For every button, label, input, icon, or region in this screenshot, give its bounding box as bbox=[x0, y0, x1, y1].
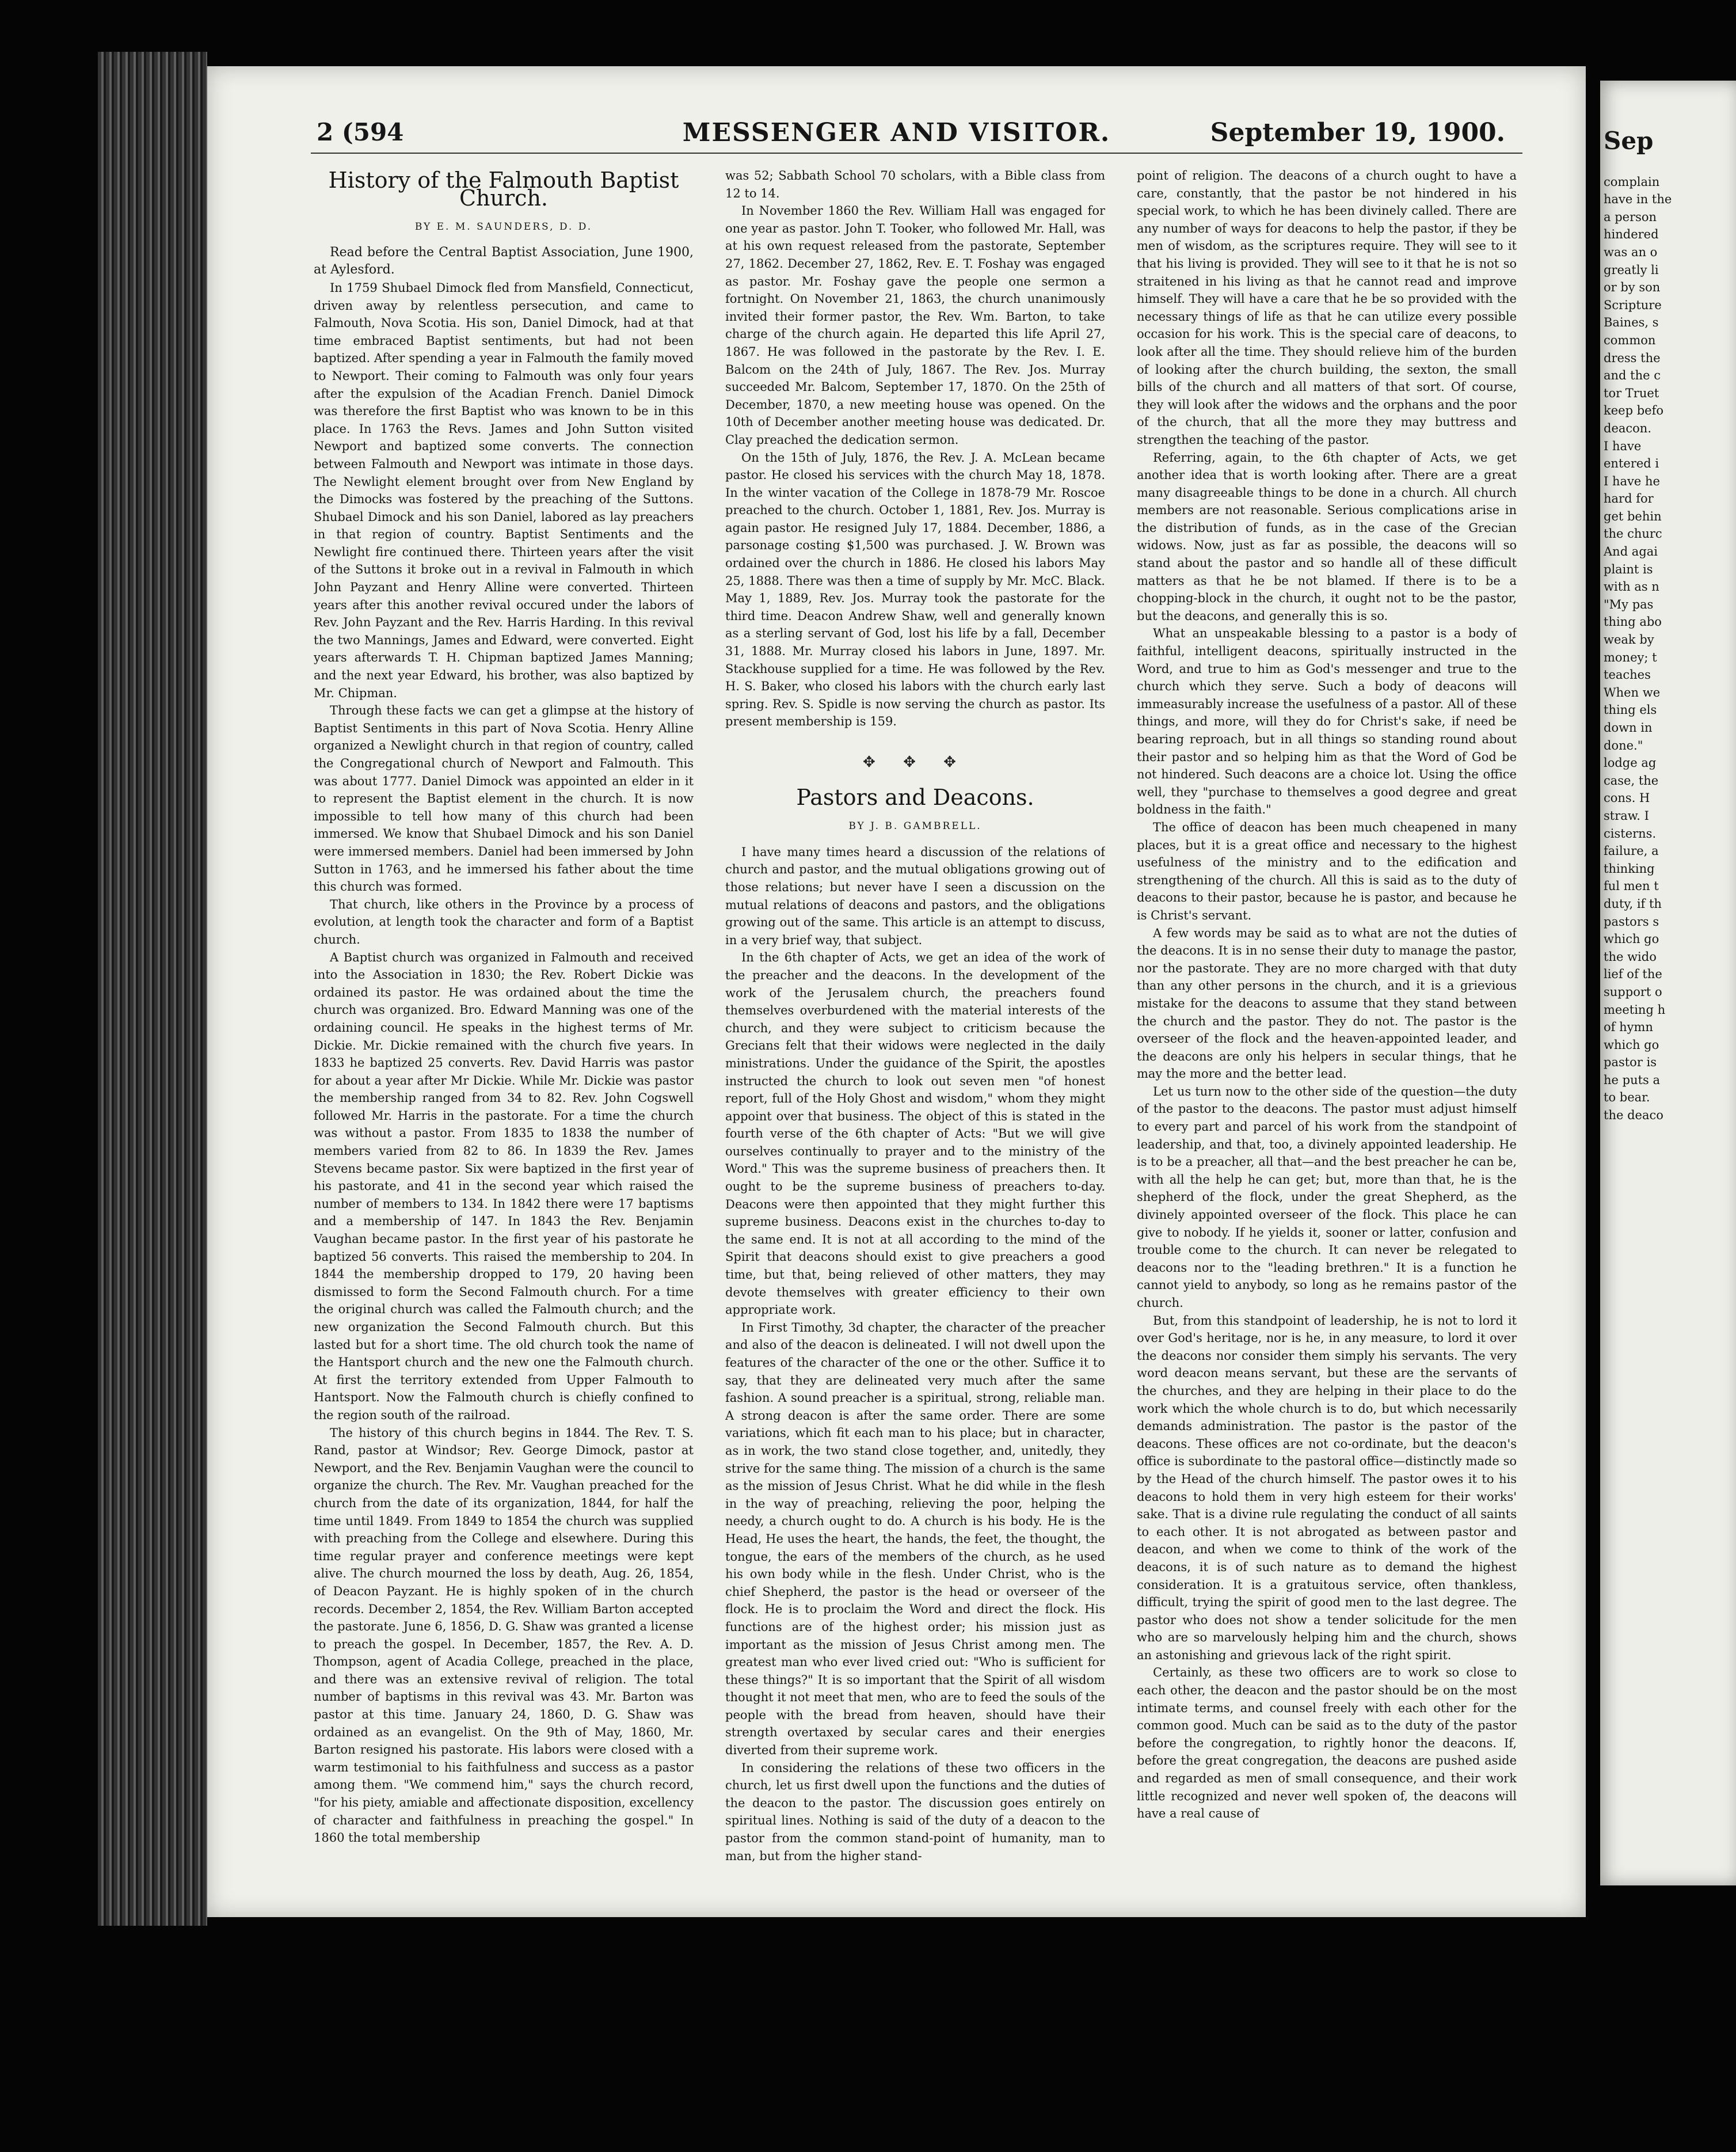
paragraph: In First Timothy, 3d chapter, the character of the preacher and also of the deacon is delineated. I will not dwell upon the features of the character of the one or the other. Suffice it to say, that they are delineated very much after the same fashion. A sound preacher is a spiritual, strong, reliable man. A strong deacon is after the same order. There are some variations, which fit each man to his place; but in character, as in work, the two stand close together, and, unitedly, they strive for the same thing. The mission of a church is the same as the mission of Jesus Christ. What he did while in the flesh in the way of preaching, relieving the poor, helping the needy, a church ought to do. A church is his body. He is the Head, He uses the heart, the hands, the feet, the thought, the tongue, the ears of the members of the church, as he used his own body while in the flesh. Under Christ, who is the chief Shepherd, the pastor is the head or overseer of the flock. He is to proclaim the Word and direct the flock. His functions are of the highest order; his mission just as important as the mission of Jesus Christ among men. The greatest man who ever lived cried out: "Who is sufficient for these things?" It is so important that the Spirit of all wisdom thought it not meet that men, who are to feed the souls of the people with the bread from heaven, should have their strength overtaxed by secular cares and their energies diverted from their supreme work. bbox=[725, 1320, 1105, 1758]
adjacent-line: case, the bbox=[1604, 773, 1659, 788]
adjacent-line: meeting h bbox=[1604, 1002, 1666, 1017]
adjacent-page bbox=[1600, 81, 1736, 1885]
column-1 bbox=[314, 167, 694, 1894]
adjacent-line: the wido bbox=[1604, 949, 1657, 964]
issue-date: September 19, 1900. bbox=[1210, 118, 1505, 147]
paragraph: Referring, again, to the 6th chapter of Acts, we get another idea that is worth looking after. There are a great many disagreeable things to be done in a church. All church members are not reasonable. Serious complications arise in the distribution of funds, as in the case of the Grecian widows. Now, just as far as possible, the deacons will so stand about the pastor and so handle all of these difficult matters as that he be not blamed. If there is to be a chopping-block in the church, it ought not to be the pastor, but the deacons, and generally this is so. bbox=[1137, 450, 1517, 623]
adjacent-line: "My pas bbox=[1604, 597, 1654, 611]
masthead: MESSENGER AND VISITOR. bbox=[682, 118, 1111, 147]
paragraph: I have many times heard a discussion of the relations of church and pastor, and the mutual obligations growing out of those relations; but never have I seen a discussion on the mutual relations of deacons and pastors, and the obligations growing out of the same. This article is an attempt to discuss, in a very brief way, that subject. bbox=[725, 845, 1105, 947]
adjacent-line: pastor is bbox=[1604, 1055, 1657, 1070]
adjacent-line: deacon. bbox=[1604, 421, 1651, 435]
paragraph: Certainly, as these two officers are to work so close to each other, the deacon and the pastor should be on the most intimate terms, and counsel freely with each other for the common good. Much can be said as to the duty of the pastor before the congregation, to rightly honor the deacons. If, before the great congregation, the deacons are pushed aside and regarded as men of small consequence, and their work little recognized and never well spoken of, the deacons will have a real cause of bbox=[1137, 1666, 1517, 1821]
adjacent-line: of hymn bbox=[1604, 1020, 1653, 1035]
adjacent-line: ful men t bbox=[1604, 879, 1659, 894]
adjacent-line: dress the bbox=[1604, 351, 1661, 365]
paragraph: On the 15th of July, 1876, the Rev. J. A. McLean became pastor. He closed his services with the church May 18, 1878. In the winter vacation of the College in 1878-79 Mr. Roscoe preached to the church. October 1, 1881, Rev. Jos. Murray is again pastor. He resigned July 17, 1884. December, 1886, a parsonage costing $1,500 was purchased. J. W. Brown was ordained over the church in 1886. He closed his labors May 25, 1888. There was then a time of supply by Mr. McC. Black. May 1, 1889, Rev. Jos. Murray took the pastorate for the third time. Deacon Andrew Shaw, well and generally known as a sterling servant of God, lost his life by a fall, December 31, 1888. Mr. Murray closed his labors in June, 1897. Mr. Stackhouse supplied for a time. He was followed by the Rev. H. S. Baker, who closed his labors with the church early last spring. Rev. S. Spidle is now serving the church as pastor. Its present membership is 159. bbox=[725, 450, 1105, 729]
adjacent-line: straw. I bbox=[1604, 808, 1649, 823]
adjacent-line: plaint is bbox=[1604, 562, 1653, 576]
adjacent-line: money; t bbox=[1604, 650, 1657, 664]
adjacent-line: to bear. bbox=[1604, 1090, 1650, 1105]
paragraph: In the 6th chapter of Acts, we get an idea of the work of the preacher and the deacons. In the development of the work of the Jerusalem church, the preachers found themselves overburdened with the material interests of the church, and they were subject to criticism because the Grecians felt that their widows were neglected in the daily ministrations. Under the guidance of the Spirit, the apostles instructed the church to look out seven men "of honest report, full of the Holy Ghost and wisdom," whom they might appoint over that business. The object of this is stated in the fourth verse of the 6th chapter of Acts: "But we will give ourselves continually to prayer and to the ministry of the Word." This was the supreme business of preachers then. It ought to be the supreme business of preachers to-day. Deacons were then appointed that they might further this supreme business. Deacons exist in the churches to-day to the same end. It is not at all according to the mind of the Spirit that deacons should exist to give preachers a good time, but that, being relieved of other matters, they may devote themselves with greater efficiency to their own appropriate work. bbox=[725, 950, 1105, 1317]
paragraph: A few words may be said as to what are not the duties of the deacons. It is in no sense their duty to manage the pastor, nor the pastorate. They are no more charged with that duty than any other persons in the church, and it is a grievious mistake for the deacons to assume that they stand between the church and the pastor. They do not. The pastor is the overseer of the flock and the heaven-appointed leader, and the deacons are only his helpers in secular things, that he may the more and the better lead. bbox=[1137, 926, 1517, 1081]
adjacent-line: weak by bbox=[1604, 633, 1654, 647]
column-2 bbox=[725, 167, 1105, 1894]
adjacent-line: common bbox=[1604, 333, 1656, 347]
adjacent-line: thinking bbox=[1604, 861, 1655, 876]
byline: BY J. B. GAMBRELL. bbox=[848, 820, 982, 832]
paragraph: In considering the relations of these two officers in the church, let us first dwell upon the functions and the duties of the deacon to the pastor. The discussion goes entirely on spiritual lines. Nothing is said of the duty of a deacon to the pastor from the common stand-point of humanity, man to man, but from the higher stand- bbox=[725, 1761, 1105, 1863]
adjacent-line: hard for bbox=[1604, 492, 1654, 506]
paragraph: That church, like others in the Province by a process of evolution, at length took the character and form of a Baptist church. bbox=[314, 897, 694, 946]
adjacent-line: cisterns. bbox=[1604, 826, 1657, 841]
adjacent-line: get behin bbox=[1604, 509, 1662, 523]
paragraph: Through these facts we can get a glimpse at the history of Baptist Sentiments in this part of Nova Scotia. Henry Alline organized a Newlight church in that region of country, called the Congregational church of Newport and Falmouth. This was about 1777. Daniel Dimock was appointed an elder in it to represent the Baptist element in the church. It is now impossible to tell how many of this church had been immersed. We know that Shubael Dimock and his son Daniel were immersed members. Daniel had been immersed by John Sutton in 1763, and he immersed his father about the time this church was formed. bbox=[314, 704, 694, 894]
paragraph: The office of deacon has been much cheapened in many places, but it is a great office and necessary to the highest usefulness of the ministry and to the edification and strengthening of the church. All this is said as to the duty of deacons to their pastor, because he is pastor, and because he is Christ's servant. bbox=[1137, 820, 1517, 922]
adjacent-line: entered i bbox=[1604, 457, 1659, 471]
adjacent-line: I have bbox=[1604, 439, 1642, 453]
adjacent-line: the churc bbox=[1604, 527, 1662, 541]
adjacent-line: down in bbox=[1604, 721, 1653, 735]
article-title: Pastors and Deacons. bbox=[796, 784, 1034, 810]
paragraph: point of religion. The deacons of a church ought to have a care, constantly, that the pastor be not hindered in his special work, to which he has been divinely called. There are any number of ways for deacons to help the pastor, if they be men of wisdom, as the scriptures require. They will see to it that his living is provided. They will see to it that he is not so straitened in his living as that he cannot read and improve himself. They will have a care that he be so provided with the necessary things of life as that he can utilize every possible occasion for his work. This is the special care of deacons, to look after all the time. They should relieve him of the burden of looking after the church building, the sexton, the small bills of the church and all matters of that sort. Of course, they will look after the widows and the orphans and the poor of the church, that all the more they may buttress and strengthen the teaching of the pastor. bbox=[1137, 169, 1517, 447]
paragraph: was 52; Sabbath School 70 scholars, with a Bible class from 12 to 14. bbox=[725, 169, 1105, 200]
adjacent-line: have in the bbox=[1604, 192, 1672, 207]
adjacent-line: greatly li bbox=[1604, 263, 1659, 277]
adjacent-line: pastors s bbox=[1604, 914, 1659, 929]
adjacent-line: support o bbox=[1604, 984, 1662, 999]
byline: BY E. M. SAUNDERS, D. D. bbox=[414, 221, 593, 233]
book-spine bbox=[98, 52, 207, 1926]
adjacent-line: Scripture bbox=[1604, 298, 1662, 312]
adjacent-line: which go bbox=[1604, 932, 1659, 946]
adjacent-line: hindered bbox=[1604, 227, 1659, 242]
adjacent-line: I have he bbox=[1604, 474, 1660, 488]
adjacent-line: he puts a bbox=[1604, 1073, 1661, 1087]
paragraph: In November 1860 the Rev. William Hall was engaged for one year as pastor. John T. Tooker, who followed Mr. Hall, was at his own request released from the pastorate, September 27, 1862. December 27, 1862, Rev. E. T. Foshay was engaged as pastor. Mr. Foshay gave the people one sermon a fortnight. On November 21, 1863, the church unanimously invited their former pastor, the Rev. Wm. Barton, to take charge of the church again. He departed this life April 27, 1867. He was followed in the pastorate by the Rev. I. E. Balcom on the 24th of July, 1867. The Rev. Jos. Murray succeeded Mr. Balcom, September 17, 1870. On the 25th of December, 1870, a new meeting house was opened. On the 10th of December another meeting house was dedicated. Dr. Clay preached the dedication sermon. bbox=[725, 204, 1105, 447]
adjacent-line: thing abo bbox=[1604, 615, 1662, 629]
adjacent-line: failure, a bbox=[1604, 844, 1659, 858]
adjacent-line: done." bbox=[1604, 738, 1643, 752]
column-3 bbox=[1137, 167, 1517, 1894]
adjacent-line: keep befo bbox=[1604, 404, 1663, 418]
adjacent-page-text bbox=[1604, 127, 1736, 1124]
article-note: Read before the Central Baptist Association, June 1900, at Aylesford. bbox=[314, 245, 694, 277]
adjacent-line: the deaco bbox=[1604, 1108, 1663, 1123]
adjacent-line: thing els bbox=[1604, 703, 1657, 717]
adjacent-line: Baines, s bbox=[1604, 315, 1659, 330]
paragraph: The history of this church begins in 1844. The Rev. T. S. Rand, pastor at Windsor; Rev. George Dimock, pastor at Newport, and the Rev. Benjamin Vaughan were the council to organize the church. The Rev. Mr. Vaughan preached for the church from the date of its organization, 1844, for half the time until 1849. From 1849 to 1854 the church was supplied with preaching from the College and elsewhere. During this time regular prayer and conference meetings were kept alive. The church mourned the loss by death, Aug. 26, 1854, of Deacon Payzant. He is highly spoken of in the church records. December 2, 1854, the Rev. William Barton accepted the pastorate. June 6, 1856, D. G. Shaw was granted a license to preach the gospel. In December, 1857, the Rev. A. D. Thompson, agent of Acadia College, preached in the place, and there was an extensive revival of religion. The total number of baptisms in this revival was 43. Mr. Barton was pastor at this time. January 24, 1860, D. G. Shaw was ordained as an evangelist. On the 9th of May, 1860, Mr. Barton resigned his pastorate. His labors were closed with a warm testimonial to his faithfulness and success as a pastor among them. "We commend him," says the church record, "for his piety, amiable and affectionate disposition, excellency of character and faithfulness in preaching the gospel." In 1860 the total membership bbox=[314, 1425, 694, 1845]
adjacent-line: tor Truet bbox=[1604, 386, 1659, 400]
adjacent-line: was an o bbox=[1604, 245, 1658, 259]
adjacent-line: cons. H bbox=[1604, 791, 1650, 805]
header-rule bbox=[311, 153, 1522, 154]
paragraph: What an unspeakable blessing to a pastor is a body of faithful, intelligent deacons, spiritually instructed in the Word, and true to him as God's messenger and true to the church which they serve. Such a body of deacons will immeasurably increase the usefulness of a pastor. All of these things, and more, will they do for Christ's sake, if need be bearing reproach, but in all things so standing round about their pastor and so helping him as that the Word of God be not hindered. Such deacons are a choice lot. Using the office well, they "purchase to themselves a good degree and great boldness in the faith." bbox=[1137, 626, 1517, 817]
adjacent-line: duty, if th bbox=[1604, 896, 1662, 911]
paragraph: A Baptist church was organized in Falmouth and received into the Association in 1830; the Rev. Robert Dickie was ordained its pastor. He was ordained about the time the church was organized. Bro. Edward Manning was one of the ordaining council. He speaks in the highest terms of Mr. Dickie. Mr. Dickie remained with the church five years. In 1833 he baptized 25 converts. Rev. David Harris was pastor for about a year after Mr Dickie. While Mr. Dickie was pastor the membership ranged from 34 to 82. Rev. John Cogswell followed Mr. Harris in the pastorate. For a time the church was without a pastor. From 1835 to 1838 the number of members varied from 82 to 86. In 1839 the Rev. James Stevens became pastor. Six were baptized in the first year of his pastorate, and 41 in the second year which raised the number of members to 134. In 1842 there were 17 baptisms and a membership of 147. In 1843 the Rev. Benjamin Vaughan became pastor. In the first year of his pastorate he baptized 56 converts. This raised the membership to 204. In 1844 the membership dropped to 179, 20 having been dismissed to form the Second Falmouth church. For a time the original church was called the Falmouth church; and the new organization the Second Falmouth church. But this lasted but for a short time. The old church took the name of the Hantsport church and the new one the Falmouth church. At first the territory extended from Upper Falmouth to Hantsport. Now the Falmouth church is chiefly confined to the region south of the railroad. bbox=[314, 950, 694, 1422]
adjacent-line: When we bbox=[1604, 685, 1661, 699]
adjacent-line: a person bbox=[1604, 210, 1657, 224]
page-number: 2 (594 bbox=[317, 118, 404, 146]
adjacent-line: and the c bbox=[1604, 368, 1661, 383]
adjacent-line: lodge ag bbox=[1604, 756, 1657, 770]
article-title: History of the Falmouth Baptist Church. bbox=[328, 168, 679, 211]
adjacent-line: with as n bbox=[1604, 580, 1659, 594]
paragraph: But, from this standpoint of leadership, he is not to lord it over God's heritage, nor is he, in any measure, to lord it over the deacons nor consider them simply his servants. The very word deacon means servant, but these are the servants of the churches, and they are helping in their place to do the work which the whole church is to do, but which necessarily demands administration. The pastor is the pastor of the deacons. These offices are not co-ordinate, but the deacon's office is subordinate to the pastoral office—distinctly made so by the Head of the church himself. The pastor owes it to his deacons to hold them in very high esteem for their works' sake. That is a divine rule regulating the conduct of all saints to each other. It is not abrogated as between pastor and deacon, and when we come to think of the work of the deacons, it is of such nature as to demand the highest consideration. It is a gratuitous service, often thankless, difficult, trying the spirit of good men to the last degree. The pastor who does not show a tender solicitude for the men who are so marvelously helping him and the church, shows an astonishing and grievous lack of the right spirit. bbox=[1137, 1313, 1517, 1662]
adjacent-line: which go bbox=[1604, 1037, 1659, 1052]
paragraph: Let us turn now to the other side of the question—the duty of the pastor to the deacons. The pastor must adjust himself to every part and parcel of his work from the standpoint of leadership, and that, too, a divinely appointed leadership. He is to be a preacher, all that—and the best preacher he can be, with all the help he can get; but, more than that, he is the shepherd of the flock, under the great Shepherd, as the divinely appointed overseer of the flock. This place he can give to nobody. If he yields it, sooner or latter, confusion and trouble come to the church. It can never be relegated to deacons nor to the "leading brethren." It is a function he cannot yield to anybody, so long as he remains pastor of the church. bbox=[1137, 1084, 1517, 1310]
section-ornament: ✥ ✥ ✥ bbox=[863, 754, 968, 771]
adjacent-page-header: Sep bbox=[1604, 127, 1654, 155]
newspaper-page bbox=[207, 66, 1586, 1917]
page-header bbox=[207, 118, 1586, 153]
adjacent-line: complain bbox=[1604, 174, 1660, 189]
adjacent-line: or by son bbox=[1604, 280, 1661, 295]
adjacent-line: lief of the bbox=[1604, 967, 1662, 982]
adjacent-line: teaches bbox=[1604, 668, 1651, 682]
adjacent-line: And agai bbox=[1604, 545, 1658, 559]
paragraph: In 1759 Shubael Dimock fled from Mansfield, Connecticut, driven away by relentless persecution, and came to Falmouth, Nova Scotia. His son, Daniel Dimock, had at that time embraced Baptist sentiments, but had not been baptized. After spending a year in Falmouth the family moved to Newport. Their coming to Falmouth was only four years after the expulsion of the Acadian French. Daniel Dimock was therefore the first Baptist who was known to be in this place. In 1763 the Revs. James and John Sutton visited Newport and baptized some converts. The connection between Falmouth and Newport was intimate in those days. The Newlight element brought over from New England by the Dimocks was fostered by the preaching of the Suttons. Shubael Dimock and his son Daniel, labored as lay preachers in that region of country. Baptist Sentiments and the Newlight fire continued there. Thirteen years after the visit of the Suttons it broke out in a revival in Falmouth in which John Payzant and Henry Alline were converted. Thirteen years after this another revival occured under the labors of Rev. John Payzant and the Rev. Harris Harding. In this revival the two Mannings, James and Edward, were converted. Eight years afterwards T. H. Chipman baptized James Manning; and the next year Edward, his brother, was also baptized by Mr. Chipman. bbox=[314, 280, 694, 700]
